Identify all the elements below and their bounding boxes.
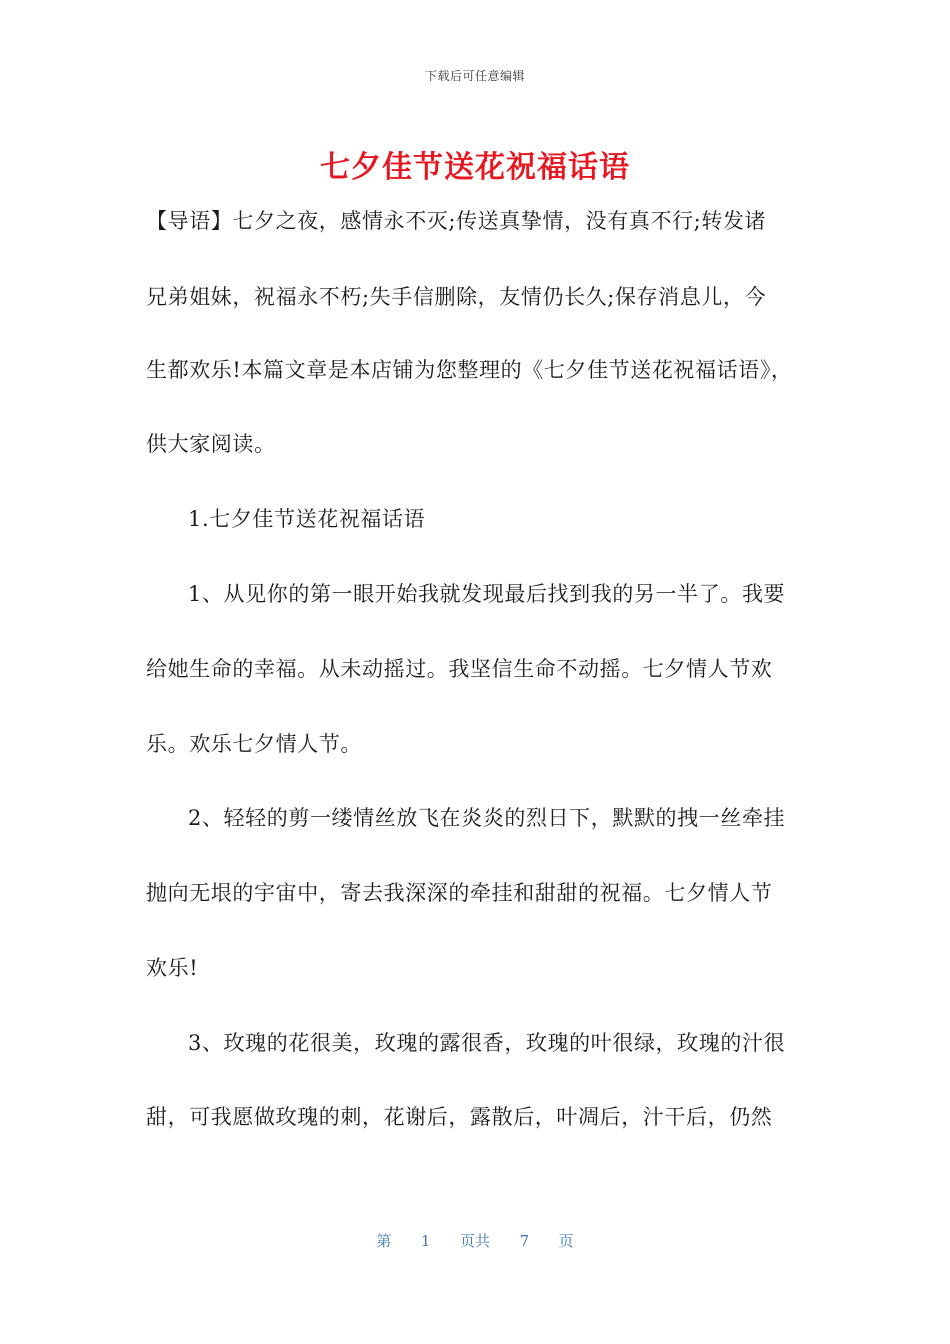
page-footer [0, 1230, 950, 1251]
item-1-line-2: 给她生命的幸福。从未动摇过。我坚信生命不动摇。七夕情人节欢 [146, 657, 773, 681]
document-title: 七夕佳节送花祝福话语 [320, 150, 630, 185]
intro-line-4: 供大家阅读。 [146, 432, 276, 456]
item-2-line-3: 欢乐! [146, 956, 199, 980]
footer-middle: 页共 [459, 1232, 490, 1250]
footer-suffix: 页 [558, 1232, 574, 1250]
intro-line-3: 生都欢乐!本篇文章是本店铺为您整理的《七夕佳节送花祝福话语》， [146, 358, 793, 382]
footer-current-page: 1 [420, 1232, 431, 1250]
item-1-line-1: 1、从见你的第一眼开始我就发现最后找到我的另一半了。我要 [188, 582, 786, 606]
item-1-line-3: 乐。欢乐七夕情人节。 [146, 732, 362, 756]
item-2-line-2: 抛向无垠的宇宙中，寄去我深深的牵挂和甜甜的祝福。七夕情人节 [146, 881, 773, 905]
item-3-line-2: 甜，可我愿做玫瑰的刺，花谢后，露散后，叶凋后，汁干后，仍然 [146, 1105, 773, 1129]
page-header-note: 下载后可任意编辑 [424, 69, 525, 83]
item-2-line-1: 2、轻轻的剪一缕情丝放飞在炎炎的烈日下，默默的拽一丝牵挂 [188, 806, 786, 830]
footer-total-pages: 7 [519, 1232, 530, 1250]
section-heading: 1.七夕佳节送花祝福话语 [188, 507, 426, 531]
intro-line-1: 【导语】七夕之夜，感情永不灭;传送真挚情，没有真不行;转发诸 [146, 209, 767, 233]
intro-line-2: 兄弟姐妹，祝福永不朽;失手信删除，友情仍长久;保存消息儿，今 [146, 285, 767, 309]
footer-prefix: 第 [376, 1232, 392, 1250]
item-3-line-1: 3、玫瑰的花很美，玫瑰的露很香，玫瑰的叶很绿，玫瑰的汁很 [188, 1031, 786, 1055]
